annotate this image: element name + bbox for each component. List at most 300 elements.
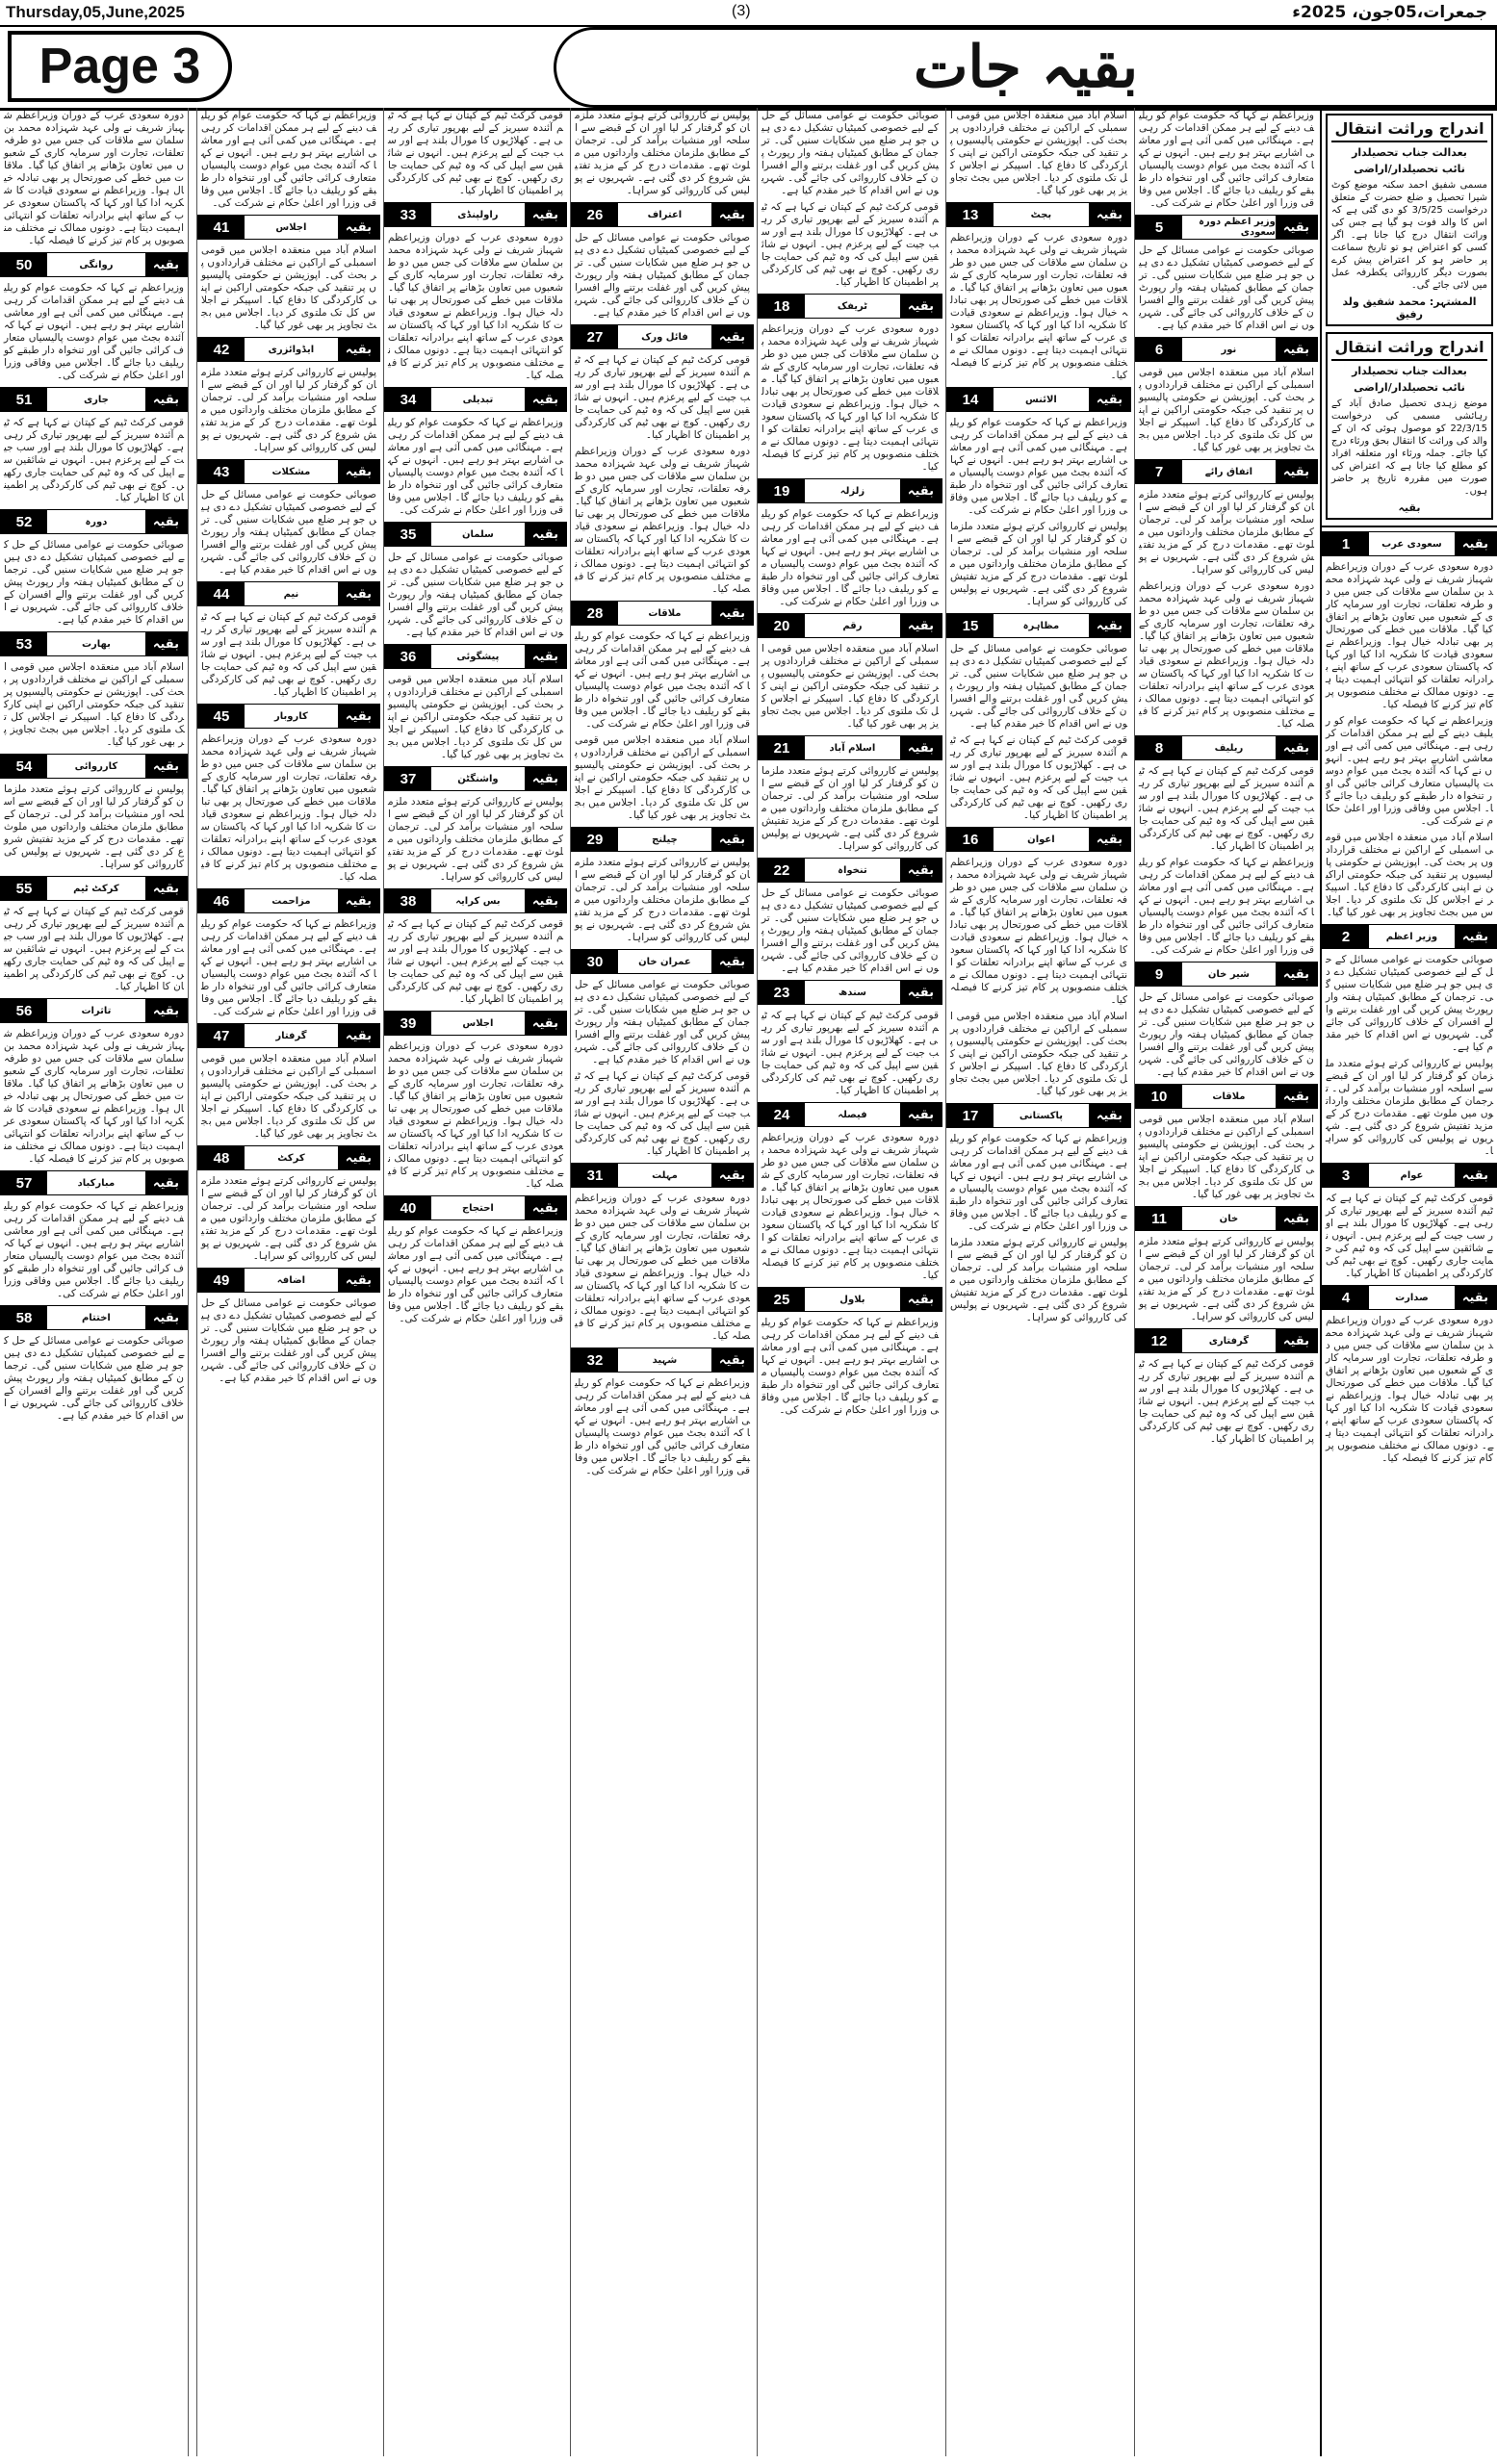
section-header — [197, 215, 380, 240]
section-number: 34 — [385, 388, 431, 411]
article-text: قومی کرکٹ ٹیم کے کپتان نے کہا ہے کہ ٹیم آئندہ سیریز کے لیے بھرپور تیاری کر رہی ہے۔ کھلاڑیوں کا مورال بلند ہے اور سب جیت کے لیے پرعزم ہیں۔ انہوں نے شائقین سے اپیل کی کہ وہ ٹیم کی حمایت جاری رکھیں۔ کوچ نے بھی ٹیم کی کارکردگی پر اطمینان کا اظہار کیا۔ — [761, 201, 939, 288]
section-header — [758, 1102, 942, 1127]
article-text: وزیراعظم نے کہا کہ حکومت عوام کو ریلیف دینے کے لیے ہر ممکن اقدامات کر رہی ہے۔ مہنگائی میں کمی آئی ہے اور معاشی اشاریے بہتر ہو رہے ہیں۔ انہوں نے کہا کہ آئندہ بجٹ میں عوام دوست پالیسیاں متعارف کرائی جائیں گی اور تنخواہ دار طبقے کو ریلیف دیا جائے گا۔ اجلاس میں وفاقی وزرا اور اعلیٰ حکام نے شرکت کی۔ — [950, 417, 1127, 516]
article-text: وزیراعظم نے کہا کہ حکومت عوام کو ریلیف دینے کے لیے ہر ممکن اقدامات کر رہی ہے۔ مہنگائی میں کمی آئی ہے اور معاشی اشاریے بہتر ہو رہے ہیں۔ انہوں نے کہا کہ آئندہ بجٹ میں عوام دوست پالیسیاں متعارف کرائی جائیں گی اور تنخواہ دار طبقے کو ریلیف دیا جائے گا۔ اجلاس میں وفاقی وزرا اور اعلیٰ حکام نے شرکت کی۔ — [950, 1133, 1127, 1232]
section-title: روانگی — [79, 259, 114, 270]
section-title: ٹریفک — [837, 300, 867, 312]
top-strip — [0, 0, 1497, 27]
section-number: 46 — [198, 889, 245, 912]
article-text: پولیس نے کارروائی کرتے ہوئے متعدد ملزمان کو گرفتار کر لیا اور ان کے قبضے سے اسلحہ اور منشیات برآمد کر لی۔ ترجمان کے مطابق ملزمان مختلف وارداتوں میں ملوث تھے۔ مقدمات درج کر کے مزید تفتیش شروع کر دی گئی ہے۔ شہریوں نے پولیس کی کارروائی کو سراہا۔ — [1139, 489, 1314, 576]
article-text: وزیراعظم نے کہا کہ حکومت عوام کو ریلیف دینے کے لیے ہر ممکن اقدامات کر رہی ہے۔ مہنگائی میں کمی آئی ہے اور معاشی اشاریے بہتر ہو رہے ہیں۔ انہوں نے کہا کہ آئندہ بجٹ میں عوام دوست پالیسیاں متعارف کرائی جائیں گی اور تنخواہ دار طبقے کو ریلیف دیا جائے گا۔ اجلاس میں وفاقی وزرا اور اعلیٰ حکام نے شرکت کی۔ — [201, 918, 376, 1017]
section-label: بقیہ — [900, 614, 942, 637]
section-label: بقیہ — [145, 510, 187, 533]
section-title: اجلاس — [462, 1017, 494, 1029]
section-header — [0, 252, 188, 277]
section-number: 52 — [1, 510, 47, 533]
section-number: 41 — [198, 216, 245, 239]
section-header — [1135, 1084, 1318, 1109]
article-text: دورہ سعودی عرب کے دوران وزیراعظم شہباز شریف نے ولی عہد شہزادہ محمد بن سلمان سے ملاقات کی جس میں دو طرفہ تعلقات، تجارت اور سرمایہ کاری کے شعبوں میں تعاون بڑھانے پر اتفاق کیا گیا۔ ملاقات میں خطے کی صورتحال پر بھی تبادلہ خیال ہوا۔ وزیراعظم نے سعودی قیادت کا شکریہ ادا کیا اور کہا کہ پاکستان سعودی عرب کے ساتھ اپنے برادرانہ تعلقات کو انتہائی اہمیت دیتا ہے۔ دونوں ممالک نے مختلف منصوبوں پر کام تیز کرنے کا فیصلہ کیا۔ — [1326, 561, 1493, 710]
section-title: شیر خان — [1207, 968, 1250, 980]
article-text: قومی کرکٹ ٹیم کے کپتان نے کہا ہے کہ ٹیم آئندہ سیریز کے لیے بھرپور تیاری کر رہی ہے۔ کھلاڑیوں کا مورال بلند ہے اور سب جیت کے لیے پرعزم ہیں۔ انہوں نے شائقین سے اپیل کی کہ وہ ٹیم کی حمایت جاری رکھیں۔ کوچ نے بھی ٹیم کی کارکردگی پر اطمینان کا اظہار کیا۔ — [388, 110, 563, 196]
section-number: 42 — [198, 338, 245, 361]
section-header — [0, 1170, 188, 1195]
section-label: بقیہ — [1276, 736, 1317, 759]
article-text: دورہ سعودی عرب کے دوران وزیراعظم شہباز شریف نے ولی عہد شہزادہ محمد بن سلمان سے ملاقات کی جس میں دو طرفہ تعلقات، تجارت اور سرمایہ کاری کے شعبوں میں تعاون بڑھانے پر اتفاق کیا گیا۔ ملاقات میں خطے کی صورتحال پر بھی تبادلہ خیال ہوا۔ وزیراعظم نے سعودی قیادت کا شکریہ ادا کیا اور کہا کہ پاکستان سعودی عرب کے ساتھ اپنے برادرانہ تعلقات کو انتہائی اہمیت دیتا ہے۔ دونوں ممالک نے مختلف منصوبوں پر کام تیز کرنے کا فیصلہ کیا۔ — [1139, 580, 1314, 730]
section-number: 47 — [198, 1024, 245, 1047]
section-title: کارروائی — [74, 760, 118, 772]
section-number: 23 — [759, 981, 805, 1004]
article-text: اسلام آباد میں منعقدہ اجلاس میں قومی اسمبلی کے اراکین نے مختلف قراردادوں پر بحث کی۔ اپوزیشن نے حکومتی پالیسیوں پر تنقید کی جبکہ حکومتی اراکین نے اپنی کارکردگی کا دفاع کیا۔ اسپیکر نے اجلاس کل تک ملتوی کر دیا۔ اجلاس میں بجٹ تجاویز پر بھی غور کیا گیا۔ — [201, 1053, 376, 1140]
section-number: 21 — [759, 736, 805, 759]
section-number: 30 — [572, 950, 618, 973]
section-number: 57 — [1, 1171, 47, 1194]
article-text: صوبائی حکومت نے عوامی مسائل کے حل کے لیے خصوصی کمیٹیاں تشکیل دے دی ہیں جو ہر ضلع میں شکایات سنیں گی۔ ترجمان کے مطابق کمیٹیاں ہفتہ وار رپورٹ پیش کریں گی اور غفلت برتنے والے افسران کے خلاف کارروائی کی جائے گی۔ شہریوں نے اس اقدام کا خیر مقدم کیا ہے۔ — [388, 552, 563, 638]
section-number: 20 — [759, 614, 805, 637]
article-text: اسلام آباد میں منعقدہ اجلاس میں قومی اسمبلی کے اراکین نے مختلف قراردادوں پر بحث کی۔ اپوزیشن نے حکومتی پالیسیوں پر تنقید کی جبکہ حکومتی اراکین نے اپنی کارکردگی کا دفاع کیا۔ اسپیکر نے اجلاس کل تک ملتوی کر دیا۔ اجلاس میں بجٹ تجاویز پر بھی غور کیا گیا۔ — [950, 110, 1127, 196]
section-title: زلزلہ — [839, 485, 865, 497]
section-title: سندھ — [838, 987, 866, 998]
column-4 — [757, 108, 942, 2456]
section-label: بقیہ — [1089, 614, 1130, 637]
article-text: اسلام آباد میں منعقدہ اجلاس میں قومی اسمبلی کے اراکین نے مختلف قراردادوں پر بحث کی۔ اپوزیشن نے حکومتی پالیسیوں پر تنقید کی جبکہ حکومتی اراکین نے اپنی کارکردگی کا دفاع کیا۔ اسپیکر نے اجلاس کل تک ملتوی کر دیا۔ اجلاس میں بجٹ تجاویز پر بھی غور کیا گیا۔ — [575, 734, 750, 821]
section-title: پیشگوئی — [456, 651, 500, 662]
date-urdu: جمعرات،05جون، 2025ء — [1292, 3, 1487, 22]
section-number: 27 — [572, 325, 618, 348]
article-text: صوبائی حکومت نے عوامی مسائل کے حل کے لیے خصوصی کمیٹیاں تشکیل دے دی ہیں جو ہر ضلع میں شکایات سنیں گی۔ ترجمان کے مطابق کمیٹیاں ہفتہ وار رپورٹ پیش کریں گی اور غفلت برتنے والے افسران کے خلاف کارروائی کی جائے گی۔ شہریوں نے اس اقدام کا خیر مقدم کیا ہے۔ — [1326, 954, 1493, 1053]
section-number: 14 — [947, 388, 994, 411]
article-text: پولیس نے کارروائی کرتے ہوئے متعدد ملزمان کو گرفتار کر لیا اور ان کے قبضے سے اسلحہ اور منشیات برآمد کر لی۔ ترجمان کے مطابق ملزمان مختلف وارداتوں میں ملوث تھے۔ مقدمات درج کر کے مزید تفتیش شروع کر دی گئی ہے۔ شہریوں نے پولیس کی کارروائی کو سراہا۔ — [575, 110, 750, 196]
column-3 — [945, 108, 1131, 2456]
article-text: صوبائی حکومت نے عوامی مسائل کے حل کے لیے خصوصی کمیٹیاں تشکیل دے دی ہیں جو ہر ضلع میں شکایات سنیں گی۔ ترجمان کے مطابق کمیٹیاں ہفتہ وار رپورٹ پیش کریں گی اور غفلت برتنے والے افسران کے خلاف کارروائی کی جائے گی۔ شہریوں نے اس اقدام کا خیر مقدم کیا ہے۔ — [1139, 991, 1314, 1078]
section-header — [758, 613, 942, 638]
section-title: مشکلات — [271, 466, 311, 477]
section-title: الائنس — [1024, 394, 1057, 405]
page-label: Page 3 — [8, 31, 232, 102]
section-label: بقیہ — [338, 460, 379, 483]
section-header — [197, 1268, 380, 1293]
section-label: بقیہ — [711, 325, 753, 348]
column-2 — [1134, 108, 1318, 2456]
section-header — [571, 324, 754, 349]
article-text: وزیراعظم نے کہا کہ حکومت عوام کو ریلیف دینے کے لیے ہر ممکن اقدامات کر رہی ہے۔ مہنگائی میں کمی آئی ہے اور معاشی اشاریے بہتر ہو رہے ہیں۔ انہوں نے کہا کہ آئندہ بجٹ میں عوام دوست پالیسیاں متعارف کرائی جائیں گی اور تنخواہ دار طبقے کو ریلیف دیا جائے گا۔ اجلاس میں وفاقی وزرا اور اعلیٰ حکام نے شرکت کی۔ — [388, 417, 563, 516]
section-header — [0, 876, 188, 901]
article-text: صوبائی حکومت نے عوامی مسائل کے حل کے لیے خصوصی کمیٹیاں تشکیل دے دی ہیں جو ہر ضلع میں شکایات سنیں گی۔ ترجمان کے مطابق کمیٹیاں ہفتہ وار رپورٹ پیش کریں گی اور غفلت برتنے والے افسران کے خلاف کارروائی کی جائے گی۔ شہریوں نے اس اقدام کا خیر مقدم کیا ہے۔ — [1139, 244, 1314, 331]
section-label: بقیہ — [711, 602, 753, 625]
article-text: صوبائی حکومت نے عوامی مسائل کے حل کے لیے خصوصی کمیٹیاں تشکیل دے دی ہیں جو ہر ضلع میں شکایات سنیں گی۔ ترجمان کے مطابق کمیٹیاں ہفتہ وار رپورٹ پیش کریں گی اور غفلت برتنے والے افسران کے خلاف کارروائی کی جائے گی۔ شہریوں نے اس اقدام کا خیر مقدم کیا ہے۔ — [4, 1335, 184, 1422]
section-title: بجٹ — [1030, 209, 1052, 220]
article-text: قومی کرکٹ ٹیم کے کپتان نے کہا ہے کہ ٹیم آئندہ سیریز کے لیے بھرپور تیاری کر رہی ہے۔ کھلاڑیوں کا مورال بلند ہے اور سب جیت کے لیے پرعزم ہیں۔ انہوں نے شائقین سے اپیل کی کہ وہ ٹیم کی حمایت جاری رکھیں۔ کوچ نے بھی ٹیم کی کارکردگی پر اطمینان کا اظہار کیا۔ — [950, 734, 1127, 821]
section-label: بقیہ — [145, 877, 187, 900]
section-title: اضافہ — [276, 1274, 306, 1286]
section-header — [1135, 735, 1318, 760]
section-label: بقیہ — [711, 203, 753, 226]
article-text: دورہ سعودی عرب کے دوران وزیراعظم شہباز شریف نے ولی عہد شہزادہ محمد بن سلمان سے ملاقات کی جس میں دو طرفہ تعلقات، تجارت اور سرمایہ کاری کے شعبوں میں تعاون بڑھانے پر اتفاق کیا گیا۔ ملاقات میں خطے کی صورتحال پر بھی تبادلہ خیال ہوا۔ وزیراعظم نے سعودی قیادت کا شکریہ ادا کیا اور کہا کہ پاکستان سعودی عرب کے ساتھ اپنے برادرانہ تعلقات کو انتہائی اہمیت دیتا ہے۔ دونوں ممالک نے مختلف منصوبوں پر کام تیز کرنے کا فیصلہ کیا۔ — [950, 857, 1127, 1006]
page-banner: بقیہ جات — [554, 27, 1497, 108]
section-title: راولپنڈی — [457, 209, 499, 220]
section-label: بقیہ — [900, 295, 942, 318]
section-header — [571, 949, 754, 974]
section-title: ریلیف — [1214, 742, 1244, 754]
section-title: مظاہرہ — [1022, 620, 1060, 631]
section-label: بقیہ — [525, 767, 566, 790]
section-title: اتفاق رائے — [1204, 466, 1253, 477]
section-label: بقیہ — [1455, 1286, 1496, 1309]
section-title: پاکستانی — [1019, 1110, 1064, 1121]
section-label: بقیہ — [1089, 388, 1130, 411]
section-title: ملاقات — [648, 607, 682, 619]
section-label: بقیہ — [1276, 1207, 1317, 1230]
article-text: وزیراعظم نے کہا کہ حکومت عوام کو ریلیف دینے کے لیے ہر ممکن اقدامات کر رہی ہے۔ مہنگائی میں کمی آئی ہے اور معاشی اشاریے بہتر ہو رہے ہیں۔ انہوں نے کہا کہ آئندہ بجٹ میں عوام دوست پالیسیاں متعارف کرائی جائیں گی اور تنخواہ دار طبقے کو ریلیف دیا جائے گا۔ اجلاس میں وفاقی وزرا اور اعلیٰ حکام نے شرکت کی۔ — [388, 1225, 563, 1324]
section-number: 5 — [1136, 216, 1182, 239]
section-number: 56 — [1, 999, 47, 1022]
section-header — [946, 202, 1131, 227]
article-text: دورہ سعودی عرب کے دوران وزیراعظم شہباز شریف نے ولی عہد شہزادہ محمد بن سلمان سے ملاقات کی جس میں دو طرفہ تعلقات، تجارت اور سرمایہ کاری کے شعبوں میں تعاون بڑھانے پر اتفاق کیا گیا۔ ملاقات میں خطے کی صورتحال پر بھی تبادلہ خیال ہوا۔ وزیراعظم نے سعودی قیادت کا شکریہ ادا کیا اور کہا کہ پاکستان سعودی عرب کے ساتھ اپنے برادرانہ تعلقات کو انتہائی اہمیت دیتا ہے۔ دونوں ممالک نے مختلف منصوبوں پر کام تیز کرنے کا فیصلہ کیا۔ — [761, 323, 939, 473]
article-text: پولیس نے کارروائی کرتے ہوئے متعدد ملزمان کو گرفتار کر لیا اور ان کے قبضے سے اسلحہ اور منشیات برآمد کر لی۔ ترجمان کے مطابق ملزمان مختلف وارداتوں میں ملوث تھے۔ مقدمات درج کر کے مزید تفتیش شروع کر دی گئی ہے۔ شہریوں نے پولیس کی کارروائی کو سراہا۔ — [201, 367, 376, 453]
section-header — [758, 858, 942, 883]
section-header — [197, 581, 380, 606]
section-label: بقیہ — [1276, 216, 1317, 239]
section-label: بقیہ — [338, 1024, 379, 1047]
article-text: پولیس نے کارروائی کرتے ہوئے متعدد ملزمان کو گرفتار کر لیا اور ان کے قبضے سے اسلحہ اور منشیات برآمد کر لی۔ ترجمان کے مطابق ملزمان مختلف وارداتوں میں ملوث تھے۔ مقدمات درج کر کے مزید تفتیش شروع کر دی گئی ہے۔ شہریوں نے پولیس کی کارروائی کو سراہا۔ — [4, 783, 184, 870]
section-header — [197, 459, 380, 484]
section-header — [946, 827, 1131, 852]
section-number: 17 — [947, 1104, 994, 1127]
article-text: دورہ سعودی عرب کے دوران وزیراعظم شہباز شریف نے ولی عہد شہزادہ محمد بن سلمان سے ملاقات کی جس میں دو طرفہ تعلقات، تجارت اور سرمایہ کاری کے شعبوں میں تعاون بڑھانے پر اتفاق کیا گیا۔ ملاقات میں خطے کی صورتحال پر بھی تبادلہ خیال ہوا۔ وزیراعظم نے سعودی قیادت کا شکریہ ادا کیا اور کہا کہ پاکستان سعودی عرب کے ساتھ اپنے برادرانہ تعلقات کو انتہائی اہمیت دیتا ہے۔ دونوں ممالک نے مختلف منصوبوں پر کام تیز کرنے کا فیصلہ کیا۔ — [4, 110, 184, 246]
section-label: بقیہ — [711, 950, 753, 973]
section-label: بقیہ — [338, 705, 379, 728]
notice-body: مسمی شفیق احمد سکنہ موضع کوٹ شیرا تحصیل و ضلع حضرت کے متعلق درخواست 3/5/25 کو دی گئی ہے کہ اس کا والد فوت ہو گیا ہے جس کی وراثت انتقال درج کیا جانا ہے۔ اگر کسی کو اعتراض ہو تو تاریخ سماعت پر حاضر ہو کر اعتراض پیش کرے بصورت دیگر کارروائی یکطرفہ عمل میں لائی جائے گی۔ — [1331, 180, 1487, 291]
column-8 — [0, 108, 189, 2456]
article-text: صوبائی حکومت نے عوامی مسائل کے حل کے لیے خصوصی کمیٹیاں تشکیل دے دی ہیں جو ہر ضلع میں شکایات سنیں گی۔ ترجمان کے مطابق کمیٹیاں ہفتہ وار رپورٹ پیش کریں گی اور غفلت برتنے والے افسران کے خلاف کارروائی کی جائے گی۔ شہریوں نے اس اقدام کا خیر مقدم کیا ہے۔ — [201, 1297, 376, 1384]
section-title: ایڈوائزری — [268, 344, 315, 355]
section-header — [0, 998, 188, 1023]
section-label: بقیہ — [1455, 925, 1496, 948]
section-label: بقیہ — [1455, 532, 1496, 555]
section-title: چیلنج — [652, 834, 678, 845]
section-title: تبدیلی — [462, 394, 494, 405]
section-number: 37 — [385, 767, 431, 790]
section-header — [571, 1348, 754, 1373]
section-title: اعوان — [1027, 834, 1055, 845]
page-number: (3) — [732, 3, 751, 19]
article-text: وزیراعظم نے کہا کہ حکومت عوام کو ریلیف دینے کے لیے ہر ممکن اقدامات کر رہی ہے۔ مہنگائی میں کمی آئی ہے اور معاشی اشاریے بہتر ہو رہے ہیں۔ انہوں نے کہا کہ آئندہ بجٹ میں عوام دوست پالیسیاں متعارف کرائی جائیں گی اور تنخواہ دار طبقے کو ریلیف دیا جائے گا۔ اجلاس میں وفاقی وزرا اور اعلیٰ حکام نے شرکت کی۔ — [575, 1377, 750, 1476]
section-label: بقیہ — [145, 388, 187, 411]
section-number: 22 — [759, 859, 805, 882]
section-header — [758, 478, 942, 503]
notice-subtitle: بعدالت جناب تحصیلدار — [1352, 365, 1467, 377]
section-header — [384, 644, 567, 669]
section-header — [1322, 1285, 1497, 1310]
section-label: بقیہ — [525, 645, 566, 668]
section-title: صدارت — [1395, 1292, 1429, 1303]
section-number: 36 — [385, 645, 431, 668]
notice-subtitle: نائب تحصیلدار/اراضی — [1354, 163, 1465, 175]
section-label: بقیہ — [525, 203, 566, 226]
section-number: 33 — [385, 203, 431, 226]
section-label: بقیہ — [900, 981, 942, 1004]
section-number: 2 — [1323, 925, 1369, 948]
notice-signature: المشتہر: محمد شفیق ولد رفیق — [1342, 295, 1477, 321]
article-text: صوبائی حکومت نے عوامی مسائل کے حل کے لیے خصوصی کمیٹیاں تشکیل دے دی ہیں جو ہر ضلع میں شکایات سنیں گی۔ ترجمان کے مطابق کمیٹیاں ہفتہ وار رپورٹ پیش کریں گی اور غفلت برتنے والے افسران کے خلاف کارروائی کی جائے گی۔ شہریوں نے اس اقدام کا خیر مقدم کیا ہے۔ — [201, 489, 376, 576]
section-title: سعودی عرب — [1381, 538, 1442, 550]
section-header — [197, 888, 380, 913]
section-number: 7 — [1136, 460, 1182, 483]
section-number: 58 — [1, 1306, 47, 1329]
section-title: مہلت — [652, 1169, 678, 1181]
article-text: وزیراعظم نے کہا کہ حکومت عوام کو ریلیف دینے کے لیے ہر ممکن اقدامات کر رہی ہے۔ مہنگائی میں کمی آئی ہے اور معاشی اشاریے بہتر ہو رہے ہیں۔ انہوں نے کہا کہ آئندہ بجٹ میں عوام دوست پالیسیاں متعارف کرائی جائیں گی اور تنخواہ دار طبقے کو ریلیف دیا جائے گا۔ اجلاس میں وفاقی وزرا اور اعلیٰ حکام نے شرکت کی۔ — [761, 508, 939, 607]
notice-signature: بقیہ — [1398, 501, 1421, 514]
section-number: 38 — [385, 889, 431, 912]
article-text: وزیراعظم نے کہا کہ حکومت عوام کو ریلیف دینے کے لیے ہر ممکن اقدامات کر رہی ہے۔ مہنگائی میں کمی آئی ہے اور معاشی اشاریے بہتر ہو رہے ہیں۔ انہوں نے کہا کہ آئندہ بجٹ میں عوام دوست پالیسیاں متعارف کرائی جائیں گی اور تنخواہ دار طبقے کو ریلیف دیا جائے گا۔ اجلاس میں وفاقی وزرا اور اعلیٰ حکام نے شرکت کی۔ — [201, 110, 376, 209]
section-number: 54 — [1, 755, 47, 778]
notice-box — [1326, 114, 1493, 326]
article-text: قومی کرکٹ ٹیم کے کپتان نے کہا ہے کہ ٹیم آئندہ سیریز کے لیے بھرپور تیاری کر رہی ہے۔ کھلاڑیوں کا مورال بلند ہے اور سب جیت کے لیے پرعزم ہیں۔ انہوں نے شائقین سے اپیل کی کہ وہ ٹیم کی حمایت جاری رکھیں۔ کوچ نے بھی ٹیم کی کارکردگی پر اطمینان کا اظہار کیا۔ — [4, 906, 184, 992]
section-number: 29 — [572, 828, 618, 851]
article-text: اسلام آباد میں منعقدہ اجلاس میں قومی اسمبلی کے اراکین نے مختلف قراردادوں پر بحث کی۔ اپوزیشن نے حکومتی پالیسیوں پر تنقید کی جبکہ حکومتی اراکین نے اپنی کارکردگی کا دفاع کیا۔ اسپیکر نے اجلاس کل تک ملتوی کر دیا۔ اجلاس میں بجٹ تجاویز پر بھی غور کیا گیا۔ — [201, 244, 376, 331]
article-text: اسلام آباد میں منعقدہ اجلاس میں قومی اسمبلی کے اراکین نے مختلف قراردادوں پر بحث کی۔ اپوزیشن نے حکومتی پالیسیوں پر تنقید کی جبکہ حکومتی اراکین نے اپنی کارکردگی کا دفاع کیا۔ اسپیکر نے اجلاس کل تک ملتوی کر دیا۔ اجلاس میں بجٹ تجاویز پر بھی غور کیا گیا۔ — [1326, 832, 1493, 918]
section-title: واشنگٹن — [457, 773, 499, 784]
section-header — [758, 1287, 942, 1312]
section-header — [197, 1023, 380, 1048]
section-title: فیصلہ — [838, 1109, 867, 1120]
column-6 — [383, 108, 567, 2456]
section-number: 39 — [385, 1012, 431, 1035]
article-text: اسلام آباد میں منعقدہ اجلاس میں قومی اسمبلی کے اراکین نے مختلف قراردادوں پر بحث کی۔ اپوزیشن نے حکومتی پالیسیوں پر تنقید کی جبکہ حکومتی اراکین نے اپنی کارکردگی کا دفاع کیا۔ اسپیکر نے اجلاس کل تک ملتوی کر دیا۔ اجلاس میں بجٹ تجاویز پر بھی غور کیا گیا۔ — [1139, 367, 1314, 453]
section-number: 1 — [1323, 532, 1369, 555]
section-number: 24 — [759, 1103, 805, 1126]
notice-body: موضع زہدی تحصیل صادق آباد کے رہائشی مسمی کی درخواست 22/3/15 کو موصول ہوئی کہ ان کے والد کی وراثت کا انتقال بحق ورثاء درج کیا جائے۔ جملہ ورثاء اور متعلقہ افراد کو مطلع کیا جاتا ہے کہ اعتراض کی صورت میں مقررہ تاریخ پر حاضر ہوں۔ — [1331, 398, 1487, 497]
section-title: سلمان — [461, 528, 494, 540]
section-label: بقیہ — [145, 632, 187, 655]
section-header — [0, 754, 188, 779]
section-label: بقیہ — [900, 1103, 942, 1126]
section-label: بقیہ — [900, 736, 942, 759]
article-text: اسلام آباد میں منعقدہ اجلاس میں قومی اسمبلی کے اراکین نے مختلف قراردادوں پر بحث کی۔ اپوزیشن نے حکومتی پالیسیوں پر تنقید کی جبکہ حکومتی اراکین نے اپنی کارکردگی کا دفاع کیا۔ اسپیکر نے اجلاس کل تک ملتوی کر دیا۔ اجلاس میں بجٹ تجاویز پر بھی غور کیا گیا۔ — [4, 661, 184, 748]
article-text: قومی کرکٹ ٹیم کے کپتان نے کہا ہے کہ ٹیم آئندہ سیریز کے لیے بھرپور تیاری کر رہی ہے۔ کھلاڑیوں کا مورال بلند ہے اور سب جیت کے لیے پرعزم ہیں۔ انہوں نے شائقین سے اپیل کی کہ وہ ٹیم کی حمایت جاری رکھیں۔ کوچ نے بھی ٹیم کی کارکردگی پر اطمینان کا اظہار کیا۔ — [1326, 1193, 1493, 1279]
masthead — [0, 27, 1497, 111]
section-label: بقیہ — [711, 828, 753, 851]
section-number: 19 — [759, 479, 805, 502]
article-text: دورہ سعودی عرب کے دوران وزیراعظم شہباز شریف نے ولی عہد شہزادہ محمد بن سلمان سے ملاقات کی جس میں دو طرفہ تعلقات، تجارت اور سرمایہ کاری کے شعبوں میں تعاون بڑھانے پر اتفاق کیا گیا۔ ملاقات میں خطے کی صورتحال پر بھی تبادلہ خیال ہوا۔ وزیراعظم نے سعودی قیادت کا شکریہ ادا کیا اور کہا کہ پاکستان سعودی عرب کے ساتھ اپنے برادرانہ تعلقات کو انتہائی اہمیت دیتا ہے۔ دونوں ممالک نے مختلف منصوبوں پر کام تیز کرنے کا فیصلہ کیا۔ — [388, 232, 563, 381]
section-header — [384, 766, 567, 791]
section-number: 50 — [1, 253, 47, 276]
section-header — [384, 522, 567, 547]
article-text: دورہ سعودی عرب کے دوران وزیراعظم شہباز شریف نے ولی عہد شہزادہ محمد بن سلمان سے ملاقات کی جس میں دو طرفہ تعلقات، تجارت اور سرمایہ کاری کے شعبوں میں تعاون بڑھانے پر اتفاق کیا گیا۔ ملاقات میں خطے کی صورتحال پر بھی تبادلہ خیال ہوا۔ وزیراعظم نے سعودی قیادت کا شکریہ ادا کیا اور کہا کہ پاکستان سعودی عرب کے ساتھ اپنے برادرانہ تعلقات کو انتہائی اہمیت دیتا ہے۔ دونوں ممالک نے مختلف منصوبوں پر کام تیز کرنے کا فیصلہ کیا۔ — [950, 232, 1127, 381]
article-text: قومی کرکٹ ٹیم کے کپتان نے کہا ہے کہ ٹیم آئندہ سیریز کے لیے بھرپور تیاری کر رہی ہے۔ کھلاڑیوں کا مورال بلند ہے اور سب جیت کے لیے پرعزم ہیں۔ انہوں نے شائقین سے اپیل کی کہ وہ ٹیم کی حمایت جاری رکھیں۔ کوچ نے بھی ٹیم کی کارکردگی پر اطمینان کا اظہار کیا۔ — [1139, 1358, 1314, 1445]
section-number: 55 — [1, 877, 47, 900]
section-header — [571, 202, 754, 227]
section-label: بقیہ — [525, 523, 566, 546]
section-number: 31 — [572, 1164, 618, 1187]
section-number: 53 — [1, 632, 47, 655]
section-title: فائل ورک — [641, 331, 688, 343]
section-header — [0, 1305, 188, 1330]
section-title: تاثرات — [81, 1005, 112, 1016]
notice-box — [1326, 332, 1493, 520]
section-title: دورہ — [85, 516, 108, 527]
section-label: بقیہ — [338, 1146, 379, 1169]
section-header — [1135, 459, 1318, 484]
section-header — [197, 337, 380, 362]
section-title: کاروبار — [274, 710, 308, 722]
article-text: پولیس نے کارروائی کرتے ہوئے متعدد ملزمان کو گرفتار کر لیا اور ان کے قبضے سے اسلحہ اور منشیات برآمد کر لی۔ ترجمان کے مطابق ملزمان مختلف وارداتوں میں ملوث تھے۔ مقدمات درج کر کے مزید تفتیش شروع کر دی گئی ہے۔ شہریوں نے پولیس کی کارروائی کو سراہا۔ — [1139, 1236, 1314, 1322]
column-5 — [570, 108, 754, 2456]
section-label: بقیہ — [525, 1012, 566, 1035]
section-label: بقیہ — [145, 253, 187, 276]
section-number: 18 — [759, 295, 805, 318]
section-title: مزاحمت — [271, 895, 311, 907]
section-title: اسلام آباد — [829, 742, 876, 754]
section-label: بقیہ — [1276, 460, 1317, 483]
section-header — [758, 980, 942, 1005]
column-7 — [196, 108, 380, 2456]
section-number: 51 — [1, 388, 47, 411]
date-english: Thursday,05,June,2025 — [6, 3, 185, 21]
article-text: قومی کرکٹ ٹیم کے کپتان نے کہا ہے کہ ٹیم آئندہ سیریز کے لیے بھرپور تیاری کر رہی ہے۔ کھلاڑیوں کا مورال بلند ہے اور سب جیت کے لیے پرعزم ہیں۔ انہوں نے شائقین سے اپیل کی کہ وہ ٹیم کی حمایت جاری رکھیں۔ کوچ نے بھی ٹیم کی کارکردگی پر اطمینان کا اظہار کیا۔ — [761, 1010, 939, 1096]
section-label: بقیہ — [525, 1196, 566, 1219]
article-text: قومی کرکٹ ٹیم کے کپتان نے کہا ہے کہ ٹیم آئندہ سیریز کے لیے بھرپور تیاری کر رہی ہے۔ کھلاڑیوں کا مورال بلند ہے اور سب جیت کے لیے پرعزم ہیں۔ انہوں نے شائقین سے اپیل کی کہ وہ ٹیم کی حمایت جاری رکھیں۔ کوچ نے بھی ٹیم کی کارکردگی پر اطمینان کا اظہار کیا۔ — [201, 611, 376, 698]
section-title: تنخواہ — [838, 864, 867, 876]
article-text: قومی کرکٹ ٹیم کے کپتان نے کہا ہے کہ ٹیم آئندہ سیریز کے لیے بھرپور تیاری کر رہی ہے۔ کھلاڑیوں کا مورال بلند ہے اور سب جیت کے لیے پرعزم ہیں۔ انہوں نے شائقین سے اپیل کی کہ وہ ٹیم کی حمایت جاری رکھیں۔ کوچ نے بھی ٹیم کی کارکردگی پر اطمینان کا اظہار کیا۔ — [575, 354, 750, 441]
section-header — [571, 601, 754, 626]
article-text: صوبائی حکومت نے عوامی مسائل کے حل کے لیے خصوصی کمیٹیاں تشکیل دے دی ہیں جو ہر ضلع میں شکایات سنیں گی۔ ترجمان کے مطابق کمیٹیاں ہفتہ وار رپورٹ پیش کریں گی اور غفلت برتنے والے افسران کے خلاف کارروائی کی جائے گی۔ شہریوں نے اس اقدام کا خیر مقدم کیا ہے۔ — [575, 979, 750, 1065]
section-label: بقیہ — [900, 1288, 942, 1311]
notice-title: اندراج وراثت انتقال — [1331, 338, 1487, 361]
article-text: پولیس نے کارروائی کرتے ہوئے متعدد ملزمان کو گرفتار کر لیا اور ان کے قبضے سے اسلحہ اور منشیات برآمد کر لی۔ ترجمان کے مطابق ملزمان مختلف وارداتوں میں ملوث تھے۔ مقدمات درج کر کے مزید تفتیش شروع کر دی گئی ہے۔ شہریوں نے پولیس کی کارروائی کو سراہا۔ — [950, 1237, 1127, 1323]
section-title: ملاقات — [1212, 1091, 1246, 1102]
section-number: 43 — [198, 460, 245, 483]
section-header — [758, 735, 942, 760]
section-header — [1135, 962, 1318, 987]
section-number: 10 — [1136, 1085, 1182, 1108]
section-header — [0, 631, 188, 656]
section-title: اعتراف — [647, 209, 683, 220]
section-number: 40 — [385, 1196, 431, 1219]
notice-subtitle: بعدالت جناب تحصیلدار — [1352, 146, 1467, 159]
section-title: عوام — [1400, 1169, 1424, 1181]
section-title: جاری — [83, 394, 109, 405]
section-label: بقیہ — [1455, 1164, 1496, 1187]
section-header — [384, 202, 567, 227]
section-title: وزیر اعظم — [1385, 931, 1438, 942]
section-title: رقم — [842, 620, 863, 631]
divider — [1322, 526, 1497, 527]
section-title: خان — [1219, 1213, 1239, 1224]
section-header — [1135, 337, 1318, 362]
section-label: بقیہ — [525, 889, 566, 912]
article-text: دورہ سعودی عرب کے دوران وزیراعظم شہباز شریف نے ولی عہد شہزادہ محمد بن سلمان سے ملاقات کی جس میں دو طرفہ تعلقات، تجارت اور سرمایہ کاری کے شعبوں میں تعاون بڑھانے پر اتفاق کیا گیا۔ ملاقات میں خطے کی صورتحال پر بھی تبادلہ خیال ہوا۔ وزیراعظم نے سعودی قیادت کا شکریہ ادا کیا اور کہا کہ پاکستان سعودی عرب کے ساتھ اپنے برادرانہ تعلقات کو انتہائی اہمیت دیتا ہے۔ دونوں ممالک نے مختلف منصوبوں پر کام تیز کرنے کا فیصلہ کیا۔ — [4, 1028, 184, 1165]
section-number: 15 — [947, 614, 994, 637]
section-number: 28 — [572, 602, 618, 625]
section-number: 26 — [572, 203, 618, 226]
article-text: اسلام آباد میں منعقدہ اجلاس میں قومی اسمبلی کے اراکین نے مختلف قراردادوں پر بحث کی۔ اپوزیشن نے حکومتی پالیسیوں پر تنقید کی جبکہ حکومتی اراکین نے اپنی کارکردگی کا دفاع کیا۔ اسپیکر نے اجلاس کل تک ملتوی کر دیا۔ اجلاس میں بجٹ تجاویز پر بھی غور کیا گیا۔ — [1139, 1114, 1314, 1200]
article-text: وزیراعظم نے کہا کہ حکومت عوام کو ریلیف دینے کے لیے ہر ممکن اقدامات کر رہی ہے۔ مہنگائی میں کمی آئی ہے اور معاشی اشاریے بہتر ہو رہے ہیں۔ انہوں نے کہا کہ آئندہ بجٹ میں عوام دوست پالیسیاں متعارف کرائی جائیں گی اور تنخواہ دار طبقے کو ریلیف دیا جائے گا۔ اجلاس میں وفاقی وزرا اور اعلیٰ حکام نے شرکت کی۔ — [1139, 110, 1314, 209]
section-title: عمران خان — [638, 956, 691, 967]
section-number: 45 — [198, 705, 245, 728]
section-header — [1135, 1206, 1318, 1231]
article-text: پولیس نے کارروائی کرتے ہوئے متعدد ملزمان کو گرفتار کر لیا اور ان کے قبضے سے اسلحہ اور منشیات برآمد کر لی۔ ترجمان کے مطابق ملزمان مختلف وارداتوں میں ملوث تھے۔ مقدمات درج کر کے مزید تفتیش شروع کر دی گئی ہے۔ شہریوں نے پولیس کی کارروائی کو سراہا۔ — [201, 1175, 376, 1262]
section-title: اختتام — [81, 1312, 111, 1323]
section-title: اجلاس — [275, 221, 307, 233]
article-text: دورہ سعودی عرب کے دوران وزیراعظم شہباز شریف نے ولی عہد شہزادہ محمد بن سلمان سے ملاقات کی جس میں دو طرفہ تعلقات، تجارت اور سرمایہ کاری کے شعبوں میں تعاون بڑھانے پر اتفاق کیا گیا۔ ملاقات میں خطے کی صورتحال پر بھی تبادلہ خیال ہوا۔ وزیراعظم نے سعودی قیادت کا شکریہ ادا کیا اور کہا کہ پاکستان سعودی عرب کے ساتھ اپنے برادرانہ تعلقات کو انتہائی اہمیت دیتا ہے۔ دونوں ممالک نے مختلف منصوبوں پر کام تیز کرنے کا فیصلہ کیا۔ — [761, 1132, 939, 1281]
article-text: پولیس نے کارروائی کرتے ہوئے متعدد ملزمان کو گرفتار کر لیا اور ان کے قبضے سے اسلحہ اور منشیات برآمد کر لی۔ ترجمان کے مطابق ملزمان مختلف وارداتوں میں ملوث تھے۔ مقدمات درج کر کے مزید تفتیش شروع کر دی گئی ہے۔ شہریوں نے پولیس کی کارروائی کو سراہا۔ — [1326, 1058, 1493, 1157]
article-text: صوبائی حکومت نے عوامی مسائل کے حل کے لیے خصوصی کمیٹیاں تشکیل دے دی ہیں جو ہر ضلع میں شکایات سنیں گی۔ ترجمان کے مطابق کمیٹیاں ہفتہ وار رپورٹ پیش کریں گی اور غفلت برتنے والے افسران کے خلاف کارروائی کی جائے گی۔ شہریوں نے اس اقدام کا خیر مقدم کیا ہے۔ — [950, 643, 1127, 730]
section-header — [1322, 924, 1497, 949]
section-label: بقیہ — [338, 582, 379, 605]
section-header — [197, 704, 380, 729]
article-text: دورہ سعودی عرب کے دوران وزیراعظم شہباز شریف نے ولی عہد شہزادہ محمد بن سلمان سے ملاقات کی جس میں دو طرفہ تعلقات، تجارت اور سرمایہ کاری کے شعبوں میں تعاون بڑھانے پر اتفاق کیا گیا۔ ملاقات میں خطے کی صورتحال پر بھی تبادلہ خیال ہوا۔ وزیراعظم نے سعودی قیادت کا شکریہ ادا کیا اور کہا کہ پاکستان سعودی عرب کے ساتھ اپنے برادرانہ تعلقات کو انتہائی اہمیت دیتا ہے۔ دونوں ممالک نے مختلف منصوبوں پر کام تیز کرنے کا فیصلہ کیا۔ — [575, 446, 750, 595]
section-label: بقیہ — [1089, 828, 1130, 851]
section-label: بقیہ — [1276, 962, 1317, 986]
article-text: صوبائی حکومت نے عوامی مسائل کے حل کے لیے خصوصی کمیٹیاں تشکیل دے دی ہیں جو ہر ضلع میں شکایات سنیں گی۔ ترجمان کے مطابق کمیٹیاں ہفتہ وار رپورٹ پیش کریں گی اور غفلت برتنے والے افسران کے خلاف کارروائی کی جائے گی۔ شہریوں نے اس اقدام کا خیر مقدم کیا ہے۔ — [761, 887, 939, 974]
article-text: پولیس نے کارروائی کرتے ہوئے متعدد ملزمان کو گرفتار کر لیا اور ان کے قبضے سے اسلحہ اور منشیات برآمد کر لی۔ ترجمان کے مطابق ملزمان مختلف وارداتوں میں ملوث تھے۔ مقدمات درج کر کے مزید تفتیش شروع کر دی گئی ہے۔ شہریوں نے پولیس کی کارروائی کو سراہا۔ — [388, 796, 563, 883]
section-label: بقیہ — [338, 216, 379, 239]
article-text: صوبائی حکومت نے عوامی مسائل کے حل کے لیے خصوصی کمیٹیاں تشکیل دے دی ہیں جو ہر ضلع میں شکایات سنیں گی۔ ترجمان کے مطابق کمیٹیاں ہفتہ وار رپورٹ پیش کریں گی اور غفلت برتنے والے افسران کے خلاف کارروائی کی جائے گی۔ شہریوں نے اس اقدام کا خیر مقدم کیا ہے۔ — [4, 539, 184, 626]
section-title: بھارت — [81, 638, 111, 650]
section-label: بقیہ — [711, 1164, 753, 1187]
section-number: 35 — [385, 523, 431, 546]
section-number: 48 — [198, 1146, 245, 1169]
section-label: بقیہ — [338, 338, 379, 361]
section-title: مبارکباد — [77, 1177, 116, 1189]
article-text: دورہ سعودی عرب کے دوران وزیراعظم شہباز شریف نے ولی عہد شہزادہ محمد بن سلمان سے ملاقات کی جس میں دو طرفہ تعلقات، تجارت اور سرمایہ کاری کے شعبوں میں تعاون بڑھانے پر اتفاق کیا گیا۔ ملاقات میں خطے کی صورتحال پر بھی تبادلہ خیال ہوا۔ وزیراعظم نے سعودی قیادت کا شکریہ ادا کیا اور کہا کہ پاکستان سعودی عرب کے ساتھ اپنے برادرانہ تعلقات کو انتہائی اہمیت دیتا ہے۔ دونوں ممالک نے مختلف منصوبوں پر کام تیز کرنے کا فیصلہ کیا۔ — [1326, 1315, 1493, 1464]
article-text: قومی کرکٹ ٹیم کے کپتان نے کہا ہے کہ ٹیم آئندہ سیریز کے لیے بھرپور تیاری کر رہی ہے۔ کھلاڑیوں کا مورال بلند ہے اور سب جیت کے لیے پرعزم ہیں۔ انہوں نے شائقین سے اپیل کی کہ وہ ٹیم کی حمایت جاری رکھیں۔ کوچ نے بھی ٹیم کی کارکردگی پر اطمینان کا اظہار کیا۔ — [4, 417, 184, 503]
section-number: 25 — [759, 1288, 805, 1311]
section-label: بقیہ — [1276, 1085, 1317, 1108]
article-text: قومی کرکٹ ٹیم کے کپتان نے کہا ہے کہ ٹیم آئندہ سیریز کے لیے بھرپور تیاری کر رہی ہے۔ کھلاڑیوں کا مورال بلند ہے اور سب جیت کے لیے پرعزم ہیں۔ انہوں نے شائقین سے اپیل کی کہ وہ ٹیم کی حمایت جاری رکھیں۔ کوچ نے بھی ٹیم کی کارکردگی پر اطمینان کا اظہار کیا۔ — [388, 918, 563, 1005]
section-label: بقیہ — [145, 999, 187, 1022]
section-header — [758, 294, 942, 319]
article-text: صوبائی حکومت نے عوامی مسائل کے حل کے لیے خصوصی کمیٹیاں تشکیل دے دی ہیں جو ہر ضلع میں شکایات سنیں گی۔ ترجمان کے مطابق کمیٹیاں ہفتہ وار رپورٹ پیش کریں گی اور غفلت برتنے والے افسران کے خلاف کارروائی کی جائے گی۔ شہریوں نے اس اقدام کا خیر مقدم کیا ہے۔ — [575, 232, 750, 319]
section-title: نیم — [283, 588, 299, 600]
section-label: بقیہ — [338, 889, 379, 912]
section-title: نور — [1221, 344, 1237, 355]
section-header — [384, 1011, 567, 1036]
section-label: بقیہ — [900, 479, 942, 502]
section-number: 9 — [1136, 962, 1182, 986]
article-text: دورہ سعودی عرب کے دوران وزیراعظم شہباز شریف نے ولی عہد شہزادہ محمد بن سلمان سے ملاقات کی جس میں دو طرفہ تعلقات، تجارت اور سرمایہ کاری کے شعبوں میں تعاون بڑھانے پر اتفاق کیا گیا۔ ملاقات میں خطے کی صورتحال پر بھی تبادلہ خیال ہوا۔ وزیراعظم نے سعودی قیادت کا شکریہ ادا کیا اور کہا کہ پاکستان سعودی عرب کے ساتھ اپنے برادرانہ تعلقات کو انتہائی اہمیت دیتا ہے۔ دونوں ممالک نے مختلف منصوبوں پر کام تیز کرنے کا فیصلہ کیا۔ — [575, 1193, 750, 1342]
section-number: 49 — [198, 1269, 245, 1292]
section-label: بقیہ — [1276, 338, 1317, 361]
section-header — [0, 509, 188, 534]
section-header — [197, 1145, 380, 1170]
article-text: دورہ سعودی عرب کے دوران وزیراعظم شہباز شریف نے ولی عہد شہزادہ محمد بن سلمان سے ملاقات کی جس میں دو طرفہ تعلقات، تجارت اور سرمایہ کاری کے شعبوں میں تعاون بڑھانے پر اتفاق کیا گیا۔ ملاقات میں خطے کی صورتحال پر بھی تبادلہ خیال ہوا۔ وزیراعظم نے سعودی قیادت کا شکریہ ادا کیا اور کہا کہ پاکستان سعودی عرب کے ساتھ اپنے برادرانہ تعلقات کو انتہائی اہمیت دیتا ہے۔ دونوں ممالک نے مختلف منصوبوں پر کام تیز کرنے کا فیصلہ کیا۔ — [201, 733, 376, 883]
article-text: پولیس نے کارروائی کرتے ہوئے متعدد ملزمان کو گرفتار کر لیا اور ان کے قبضے سے اسلحہ اور منشیات برآمد کر لی۔ ترجمان کے مطابق ملزمان مختلف وارداتوں میں ملوث تھے۔ مقدمات درج کر کے مزید تفتیش شروع کر دی گئی ہے۔ شہریوں نے پولیس کی کارروائی کو سراہا۔ — [761, 765, 939, 852]
section-header — [384, 387, 567, 412]
article-text: اسلام آباد میں منعقدہ اجلاس میں قومی اسمبلی کے اراکین نے مختلف قراردادوں پر بحث کی۔ اپوزیشن نے حکومتی پالیسیوں پر تنقید کی جبکہ حکومتی اراکین نے اپنی کارکردگی کا دفاع کیا۔ اسپیکر نے اجلاس کل تک ملتوی کر دیا۔ اجلاس میں بجٹ تجاویز پر بھی غور کیا گیا۔ — [950, 1011, 1127, 1097]
section-number: 44 — [198, 582, 245, 605]
section-title: گرفتار — [275, 1030, 307, 1041]
section-header — [1135, 1328, 1318, 1353]
article-text: وزیراعظم نے کہا کہ حکومت عوام کو ریلیف دینے کے لیے ہر ممکن اقدامات کر رہی ہے۔ مہنگائی میں کمی آئی ہے اور معاشی اشاریے بہتر ہو رہے ہیں۔ انہوں نے کہا کہ آئندہ بجٹ میں عوام دوست پالیسیاں متعارف کرائی جائیں گی اور تنخواہ دار طبقے کو ریلیف دیا جائے گا۔ اجلاس میں وفاقی وزرا اور اعلیٰ حکام نے شرکت کی۔ — [4, 1200, 184, 1299]
section-number: 6 — [1136, 338, 1182, 361]
section-number: 12 — [1136, 1329, 1182, 1352]
section-header — [0, 387, 188, 412]
notice-title: اندراج وراثت انتقال — [1331, 119, 1487, 142]
section-number: 8 — [1136, 736, 1182, 759]
article-text: اسلام آباد میں منعقدہ اجلاس میں قومی اسمبلی کے اراکین نے مختلف قراردادوں پر بحث کی۔ اپوزیشن نے حکومتی پالیسیوں پر تنقید کی جبکہ حکومتی اراکین نے اپنی کارکردگی کا دفاع کیا۔ اسپیکر نے اجلاس کل تک ملتوی کر دیا۔ اجلاس میں بجٹ تجاویز پر بھی غور کیا گیا۔ — [761, 643, 939, 730]
section-title: وزیر اعظم دورہ سعودی — [1199, 217, 1276, 238]
column-1 — [1320, 108, 1497, 2456]
section-number: 32 — [572, 1348, 618, 1372]
section-header — [946, 1103, 1131, 1128]
section-label: بقیہ — [1089, 1104, 1130, 1127]
section-header — [571, 1163, 754, 1188]
article-text: پولیس نے کارروائی کرتے ہوئے متعدد ملزمان کو گرفتار کر لیا اور ان کے قبضے سے اسلحہ اور منشیات برآمد کر لی۔ ترجمان کے مطابق ملزمان مختلف وارداتوں میں ملوث تھے۔ مقدمات درج کر کے مزید تفتیش شروع کر دی گئی ہے۔ شہریوں نے پولیس کی کارروائی کو سراہا۔ — [575, 857, 750, 943]
section-label: بقیہ — [145, 1171, 187, 1194]
article-text: قومی کرکٹ ٹیم کے کپتان نے کہا ہے کہ ٹیم آئندہ سیریز کے لیے بھرپور تیاری کر رہی ہے۔ کھلاڑیوں کا مورال بلند ہے اور سب جیت کے لیے پرعزم ہیں۔ انہوں نے شائقین سے اپیل کی کہ وہ ٹیم کی حمایت جاری رکھیں۔ کوچ نے بھی ٹیم کی کارکردگی پر اطمینان کا اظہار کیا۔ — [1139, 765, 1314, 852]
section-title: احتجاج — [461, 1202, 494, 1214]
